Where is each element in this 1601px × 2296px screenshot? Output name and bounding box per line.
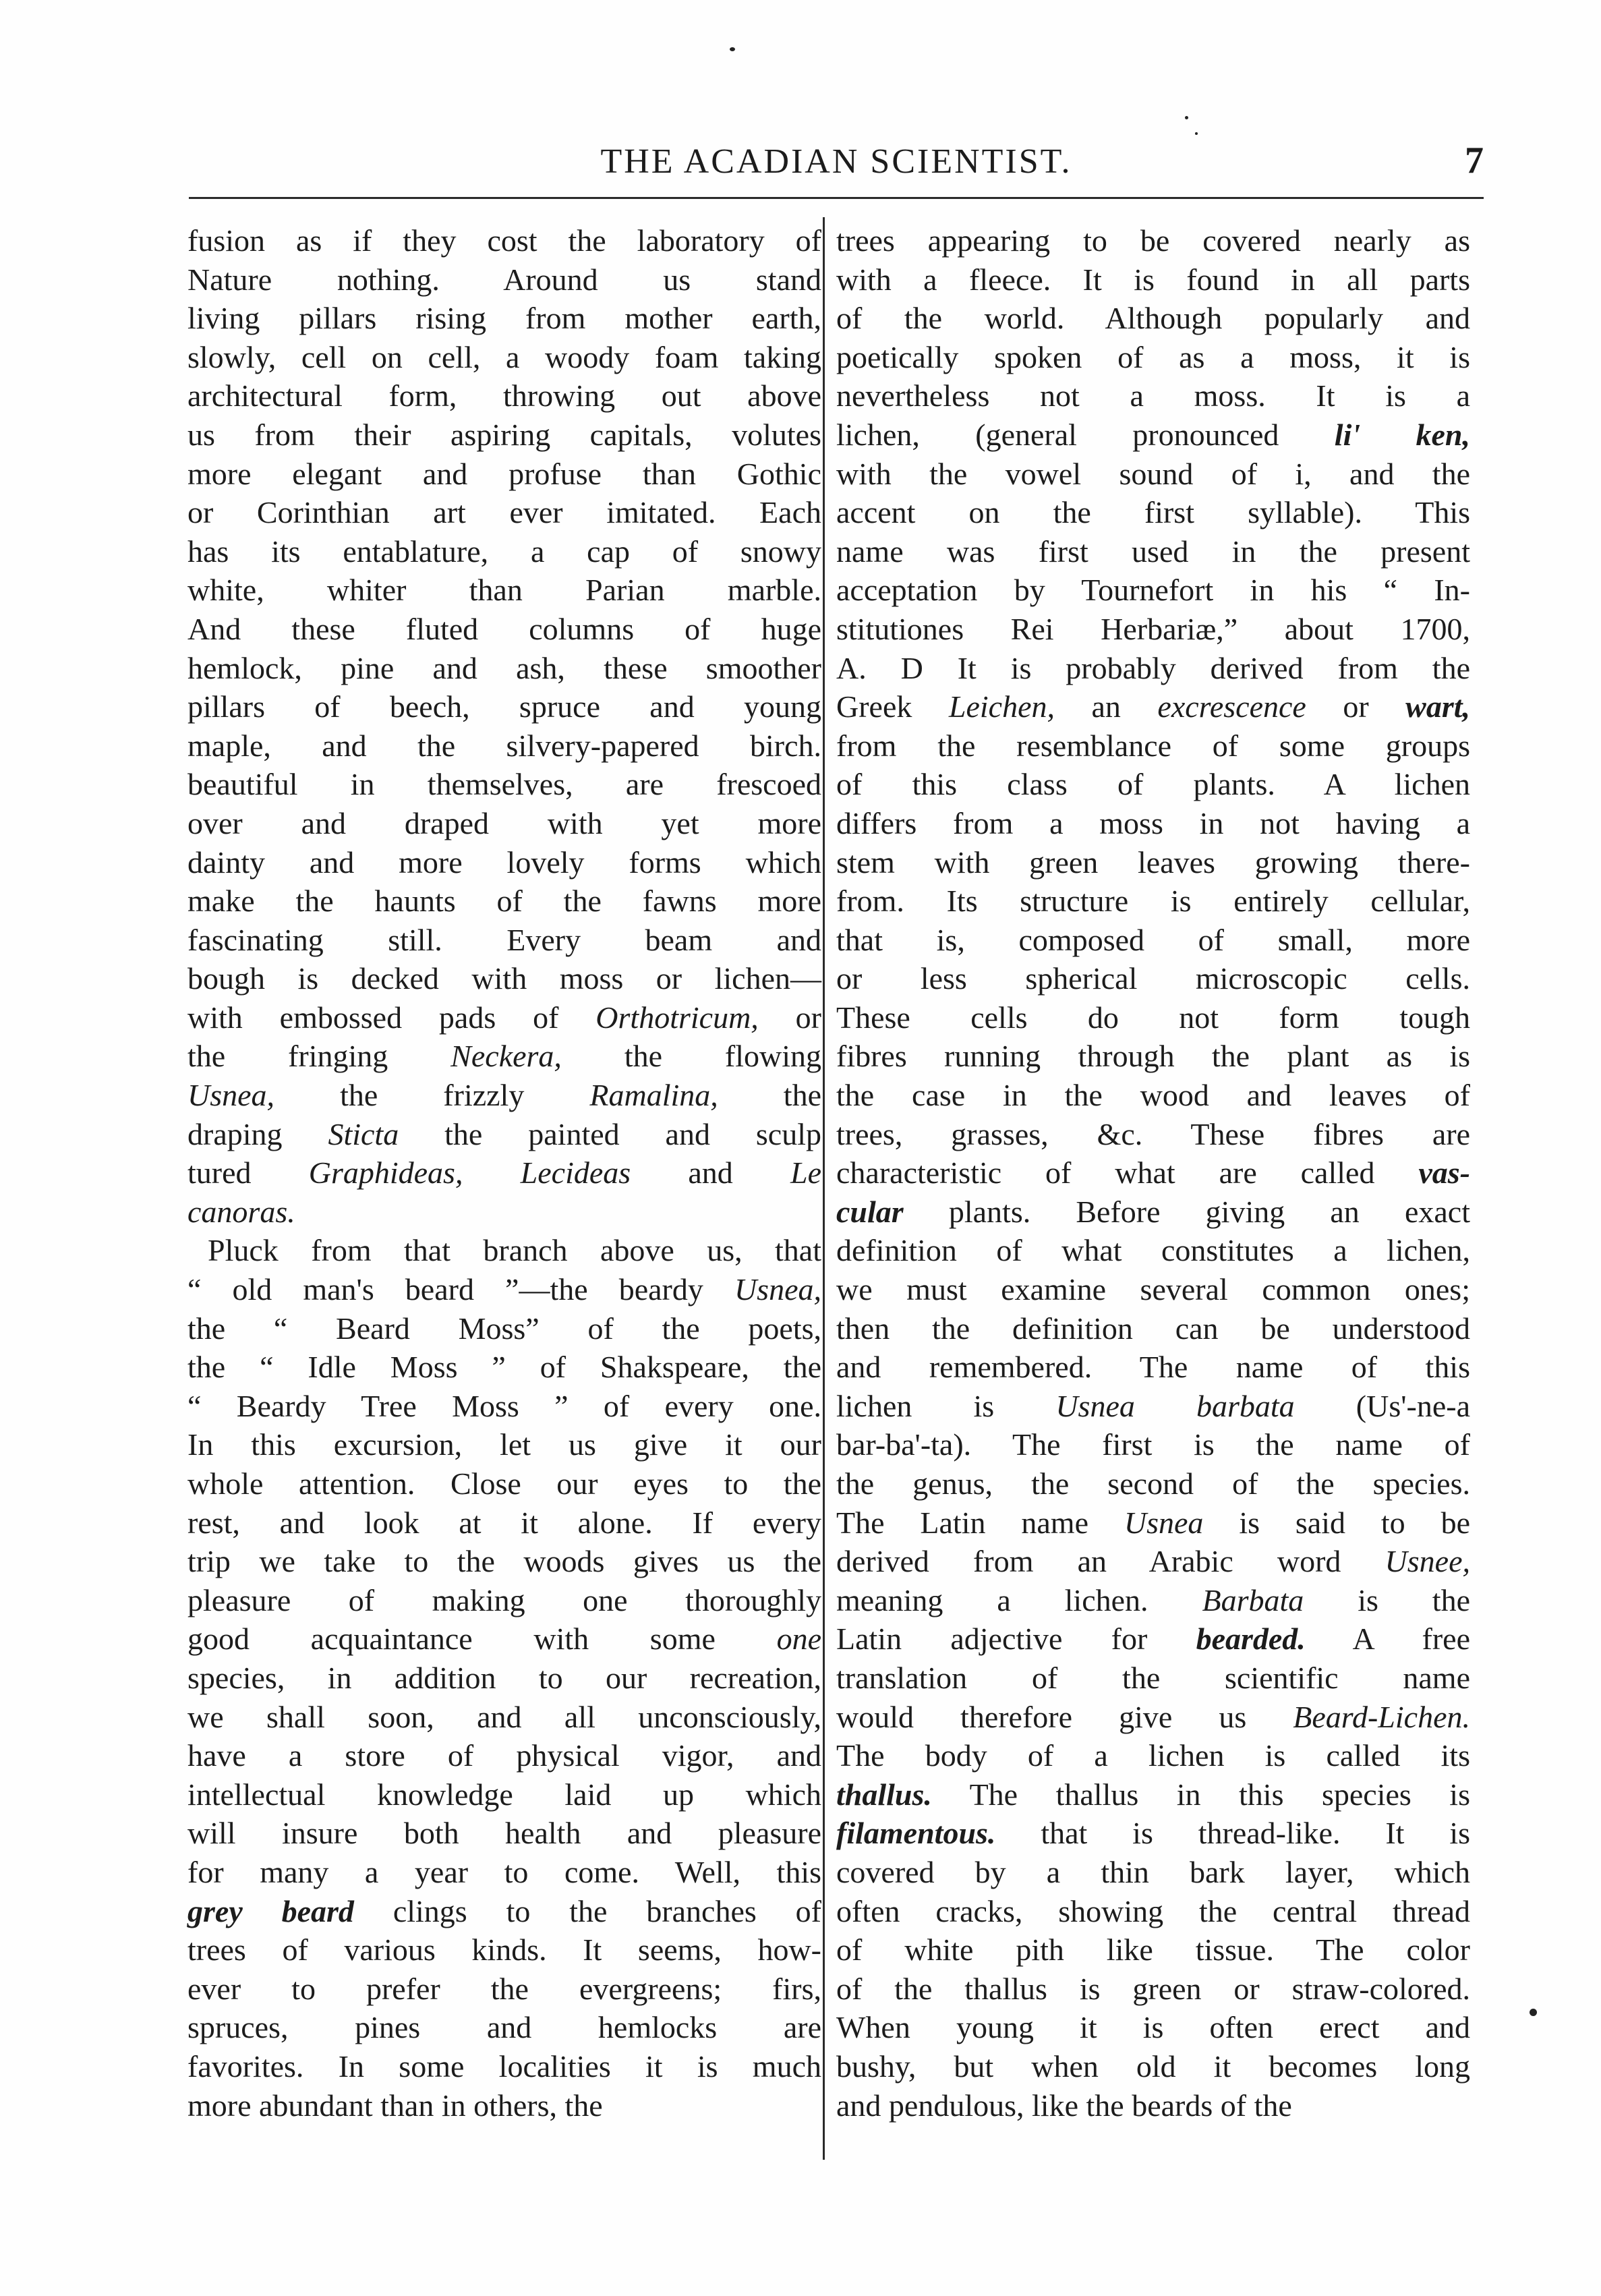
text-run: the flowing <box>561 1039 821 1074</box>
text-run: have a store of physical vigor, and <box>187 1738 821 1773</box>
italic-term: Ramalina, <box>589 1078 718 1113</box>
text-line <box>187 1076 821 1115</box>
text-run: hemlock, pine and ash, these smoother <box>187 650 821 685</box>
ink-speck <box>1530 2009 1537 2016</box>
text-run: over and draped with yet more <box>187 805 821 840</box>
journal-title: THE ACADIAN SCIENTIST. <box>600 142 1072 181</box>
text-line <box>187 1115 821 1154</box>
page-number: 7 <box>1465 140 1484 181</box>
italic-term: filamentous. <box>836 1816 996 1851</box>
text-run: name was first used in the present <box>836 534 1470 569</box>
text-run: more abundant than in others, the <box>187 2088 603 2123</box>
text-run: favorites. In some localities it is much <box>187 2048 821 2084</box>
italic-term: one <box>776 1621 821 1657</box>
text-run: (Us'-ne-a <box>1294 1388 1470 1423</box>
text-line <box>187 765 821 804</box>
text-run: trees of various kinds. It seems, how- <box>187 1932 821 1968</box>
text-line <box>836 1853 1470 1892</box>
text-run: plants. Before giving an exact <box>903 1194 1470 1229</box>
text-line <box>836 1037 1470 1076</box>
text-line <box>836 571 1470 610</box>
italic-term: Usnea, <box>734 1272 821 1307</box>
text-run: trees appearing to be covered nearly as <box>836 223 1470 258</box>
text-run: slowly, cell on cell, a woody foam taking <box>187 339 821 374</box>
text-line <box>187 1892 821 1931</box>
text-run: for many a year to come. Well, this <box>187 1854 821 1889</box>
text-line <box>187 1698 821 1737</box>
text-run: covered by a thin bark layer, which <box>836 1854 1470 1889</box>
header-rule <box>189 197 1484 199</box>
text-run: stitutiones Rei Herbariæ,” about 1700, <box>836 611 1470 646</box>
right-column <box>836 221 1470 2164</box>
text-run: species, in addition to our recreation, <box>187 1660 821 1695</box>
italic-term: Beard-Lichen. <box>1293 1699 1470 1734</box>
text-line <box>836 921 1470 960</box>
text-run: from. Its structure is entirely cellular, <box>836 884 1470 919</box>
italic-term: vas- <box>1418 1155 1470 1190</box>
text-line <box>836 299 1470 338</box>
text-line <box>187 415 821 455</box>
text-run: with the vowel sound of i, and the <box>836 456 1470 491</box>
text-line <box>187 649 821 688</box>
text-run: When young it is often erect and <box>836 2010 1470 2045</box>
text-run: fascinating still. Every beam and <box>187 922 821 957</box>
text-run: translation of the scientific name <box>836 1660 1470 1695</box>
text-run: fusion as if they cost the laboratory of <box>187 223 821 258</box>
text-line <box>187 1542 821 1581</box>
text-run: These cells do not form tough <box>836 1000 1470 1035</box>
italic-term: cular <box>836 1194 904 1229</box>
text-line <box>187 1581 821 1620</box>
text-run: trip we take to the woods gives us the <box>187 1544 821 1579</box>
text-run: The body of a lichen is called its <box>836 1738 1470 1773</box>
text-run: trees, grasses, &c. These fibres are <box>836 1116 1470 1151</box>
text-line <box>187 1814 821 1853</box>
text-run: Nature nothing. Around us stand <box>187 262 821 297</box>
text-run: derived from an Arabic word <box>836 1544 1385 1579</box>
text-run: living pillars rising from mother earth, <box>187 301 821 336</box>
text-run: clings to the branches of <box>353 1893 821 1928</box>
text-line <box>187 455 821 494</box>
text-run: the “ Beard Moss” of the poets, <box>187 1311 821 1346</box>
text-line <box>836 493 1470 532</box>
text-line <box>187 1775 821 1814</box>
text-run: bar-ba'-ta). The first is the name of <box>836 1427 1470 1462</box>
text-line <box>187 1464 821 1503</box>
text-line <box>836 959 1470 998</box>
text-run: draping <box>187 1116 328 1151</box>
text-run: The thallus in this species is <box>931 1777 1470 1812</box>
text-run: the “ Idle Moss ” of Shakspeare, the <box>187 1350 821 1385</box>
text-line <box>836 998 1470 1037</box>
text-line <box>836 843 1470 882</box>
text-line <box>187 998 821 1037</box>
text-line <box>187 843 821 882</box>
italic-term: Graphideas, <box>308 1155 463 1190</box>
text-line <box>836 726 1470 766</box>
text-line <box>836 1076 1470 1115</box>
text-run: or less spherical microscopic cells. <box>836 961 1470 996</box>
text-line <box>836 1619 1470 1659</box>
text-line <box>836 1581 1470 1620</box>
left-column <box>187 221 821 2164</box>
text-line <box>836 1970 1470 2009</box>
italic-term: grey beard <box>187 1893 354 1928</box>
italic-term: Usnea, <box>187 1078 275 1113</box>
text-run: us from their aspiring capitals, volutes <box>187 417 821 452</box>
text-line <box>836 455 1470 494</box>
running-header <box>189 132 1484 186</box>
text-run: A free <box>1305 1621 1470 1657</box>
text-run: the case in the wood and leaves of <box>836 1078 1470 1113</box>
text-line <box>836 415 1470 455</box>
text-line <box>187 2047 821 2086</box>
text-run: will insure both health and pleasure <box>187 1816 821 1851</box>
text-line <box>836 1503 1470 1543</box>
text-line <box>187 726 821 766</box>
text-run: maple, and the silvery-papered birch. <box>187 728 821 763</box>
text-line <box>187 1970 821 2009</box>
italic-term: Neckera, <box>450 1039 562 1074</box>
text-line <box>187 1270 821 1309</box>
text-run: “ old man's beard ”—the beardy <box>187 1272 734 1307</box>
text-line <box>836 1698 1470 1737</box>
text-run: spruces, pines and hemlocks are <box>187 2010 821 2045</box>
text-run: with a fleece. It is found in all parts <box>836 262 1470 297</box>
text-line <box>187 1387 821 1426</box>
italic-term: Sticta <box>328 1116 399 1151</box>
italic-term: Leichen, <box>948 689 1055 724</box>
text-line <box>836 2008 1470 2047</box>
text-run: dainty and more lovely forms which <box>187 844 821 880</box>
text-run: is the <box>1304 1582 1470 1617</box>
text-line <box>187 2086 821 2125</box>
text-run: architectural form, throwing out above <box>187 378 821 413</box>
text-run: A. D It is probably derived from the <box>836 650 1470 685</box>
text-line <box>187 1037 821 1076</box>
text-line <box>836 1736 1470 1775</box>
italic-term: Usnea barbata <box>1055 1388 1295 1423</box>
text-run: and <box>631 1155 790 1190</box>
text-run: and remembered. The name of this <box>836 1350 1470 1385</box>
text-run: fibres running through the plant as is <box>836 1039 1470 1074</box>
text-line <box>836 1348 1470 1387</box>
ink-speck <box>1185 116 1188 119</box>
text-line <box>836 2086 1470 2125</box>
text-line <box>836 1231 1470 1270</box>
text-line <box>836 376 1470 415</box>
italic-term: Usnea <box>1124 1505 1204 1540</box>
text-run: meaning a lichen. <box>836 1582 1202 1617</box>
italic-term: thallus. <box>836 1777 932 1812</box>
text-line <box>836 1464 1470 1503</box>
text-run: pillars of beech, spruce and young <box>187 689 821 724</box>
text-line <box>187 1153 821 1193</box>
text-run: Pluck from that branch above us, that <box>208 1233 821 1268</box>
text-run: from the resemblance of some groups <box>836 728 1470 763</box>
text-run: or <box>1306 689 1406 724</box>
text-run: of white pith like tissue. The color <box>836 1932 1470 1968</box>
text-run: Greek <box>836 689 949 724</box>
text-run: bushy, but when old it becomes long <box>836 2048 1470 2084</box>
text-run: acceptation by Tournefort in his “ In- <box>836 573 1470 608</box>
text-run: make the haunts of the fawns more <box>187 884 821 919</box>
text-line <box>187 493 821 532</box>
text-run: differs from a moss in not having a <box>836 805 1470 840</box>
text-run: good acquaintance with some <box>187 1621 777 1657</box>
text-line <box>187 804 821 843</box>
text-line <box>187 376 821 415</box>
text-run: of this class of plants. A lichen <box>836 767 1470 802</box>
text-run: that is thread-like. It is <box>995 1816 1470 1851</box>
text-run: stem with green leaves growing there- <box>836 844 1470 880</box>
text-line <box>187 1193 821 1232</box>
text-run: whole attention. Close our eyes to the <box>187 1466 821 1501</box>
text-run: or <box>758 1000 821 1035</box>
text-run: lichen, (general pronounced <box>836 417 1335 452</box>
text-run <box>463 1155 520 1190</box>
text-line <box>836 882 1470 921</box>
text-line <box>187 959 821 998</box>
text-run: characteristic of what are called <box>836 1155 1419 1190</box>
text-line <box>187 260 821 299</box>
text-line <box>187 1231 821 1270</box>
italic-term: excrescence <box>1157 689 1306 724</box>
text-run: rest, and look at it alone. If every <box>187 1505 821 1540</box>
text-line <box>836 1425 1470 1464</box>
text-line <box>836 1930 1470 1970</box>
text-line <box>187 299 821 338</box>
text-line <box>187 687 821 726</box>
text-run: tured <box>187 1155 309 1190</box>
text-run: the frizzly <box>274 1078 590 1113</box>
text-line <box>187 1736 821 1775</box>
text-run: the fringing <box>187 1039 451 1074</box>
text-run: lichen is <box>836 1388 1056 1423</box>
italic-term: Lecideas <box>520 1155 631 1190</box>
text-run: “ Beardy Tree Moss ” of every one. <box>187 1388 821 1423</box>
text-line <box>836 649 1470 688</box>
text-line <box>187 1659 821 1698</box>
text-line <box>836 1892 1470 1931</box>
italic-term: Le <box>790 1155 821 1190</box>
text-run: and pendulous, like the beards of the <box>836 2088 1292 2123</box>
text-run: is said to be <box>1203 1505 1470 1540</box>
text-line <box>187 1503 821 1543</box>
text-line <box>187 571 821 610</box>
text-line <box>836 1153 1470 1193</box>
text-line <box>836 1814 1470 1853</box>
text-run: or Corinthian art ever imitated. Each <box>187 495 821 530</box>
text-line <box>836 260 1470 299</box>
text-run: of the world. Although popularly and <box>836 301 1470 336</box>
italic-term: Usnee, <box>1385 1544 1470 1579</box>
text-run: bough is decked with moss or lichen— <box>187 961 821 996</box>
text-line <box>187 921 821 960</box>
text-run: intellectual knowledge laid up which <box>187 1777 821 1812</box>
text-line <box>836 1659 1470 1698</box>
text-run: we must examine several common ones; <box>836 1272 1470 1307</box>
text-run: we shall soon, and all unconsciously, <box>187 1699 821 1734</box>
text-run: often cracks, showing the central thread <box>836 1893 1470 1928</box>
text-run: that is, composed of small, more <box>836 922 1470 957</box>
text-run: nevertheless not a moss. It is a <box>836 378 1470 413</box>
text-line <box>187 1930 821 1970</box>
text-line <box>836 1270 1470 1309</box>
text-run: an <box>1055 689 1158 724</box>
text-run: has its entablature, a cap of snowy <box>187 534 821 569</box>
text-run: The Latin name <box>836 1505 1124 1540</box>
text-run: of the thallus is green or straw-colored. <box>836 1971 1470 2006</box>
text-line <box>187 1853 821 1892</box>
italic-term: bearded. <box>1196 1621 1306 1657</box>
text-run: the <box>718 1078 821 1113</box>
text-line <box>836 2047 1470 2086</box>
text-run: Latin adjective for <box>836 1621 1196 1657</box>
text-run: more elegant and profuse than Gothic <box>187 456 821 491</box>
italic-term: wart, <box>1405 689 1471 724</box>
text-line <box>836 532 1470 571</box>
text-line <box>836 804 1470 843</box>
text-line <box>187 1619 821 1659</box>
text-line <box>836 1775 1470 1814</box>
text-line <box>836 338 1470 377</box>
text-line <box>187 882 821 921</box>
text-line <box>187 1425 821 1464</box>
text-line <box>836 765 1470 804</box>
text-run: beautiful in themselves, are frescoed <box>187 767 821 802</box>
text-line <box>836 1542 1470 1581</box>
italic-term: canoras. <box>187 1194 295 1229</box>
column-divider <box>823 217 825 2160</box>
text-run: In this excursion, let us give it our <box>187 1427 821 1462</box>
text-line <box>836 1387 1470 1426</box>
text-run: And these fluted columns of huge <box>187 611 821 646</box>
text-line <box>836 687 1470 726</box>
italic-term: li' ken, <box>1334 417 1470 452</box>
text-line <box>187 1309 821 1348</box>
text-run: would therefore give us <box>836 1699 1293 1734</box>
text-line <box>187 221 821 260</box>
text-line <box>836 1193 1470 1232</box>
text-line <box>187 338 821 377</box>
text-line <box>836 221 1470 260</box>
italic-term: Barbata <box>1202 1582 1304 1617</box>
text-run: accent on the first syllable). This <box>836 495 1470 530</box>
text-run: definition of what constitutes a lichen, <box>836 1233 1470 1268</box>
text-run: with embossed pads of <box>187 1000 596 1035</box>
text-run: ever to prefer the evergreens; firs, <box>187 1971 821 2006</box>
text-line <box>836 610 1470 649</box>
text-line <box>187 1348 821 1387</box>
text-run: poetically spoken of as a moss, it is <box>836 339 1470 374</box>
text-line <box>187 532 821 571</box>
italic-term: Orthotricum, <box>595 1000 759 1035</box>
ink-speck <box>730 47 735 51</box>
text-run: white, whiter than Parian marble. <box>187 573 821 608</box>
text-line <box>187 610 821 649</box>
text-line <box>187 2008 821 2047</box>
text-run: then the definition can be understood <box>836 1311 1470 1346</box>
text-line <box>836 1309 1470 1348</box>
text-run: the genus, the second of the species. <box>836 1466 1470 1501</box>
text-line <box>836 1115 1470 1154</box>
text-run: the painted and sculp <box>399 1116 821 1151</box>
text-run: pleasure of making one thoroughly <box>187 1582 821 1617</box>
